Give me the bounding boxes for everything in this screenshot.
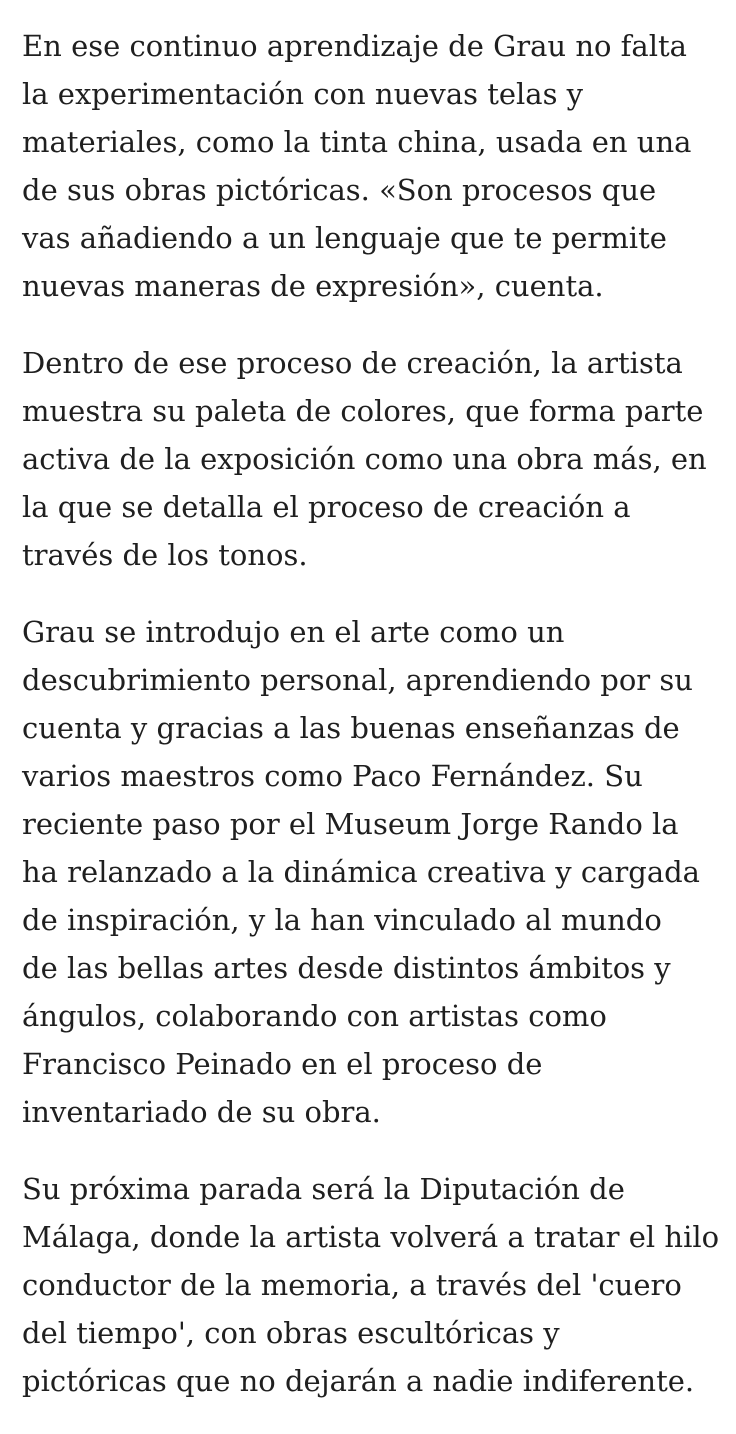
paragraph-line: la experimentación con nuevas telas y <box>22 77 584 111</box>
paragraph-line: de sus obras pictóricas. «Son procesos que <box>22 173 657 207</box>
paragraph-line: la que se detalla el proceso de creación a <box>22 490 631 524</box>
paragraph-line: ángulos, colaborando con artistas como <box>22 999 607 1033</box>
paragraph-3 <box>22 608 726 1136</box>
paragraph-line: muestra su paleta de colores, que forma parte <box>22 394 704 428</box>
paragraph-4 <box>22 1165 726 1405</box>
paragraph-line: En ese continuo aprendizaje de Grau no falta <box>22 29 687 63</box>
paragraph-line: Grau se introdujo en el arte como un <box>22 615 565 649</box>
paragraph-line: cuenta y gracias a las buenas enseñanzas de <box>22 711 680 745</box>
paragraph-1 <box>22 22 726 310</box>
paragraph-line: de las bellas artes desde distintos ámbitos y <box>22 951 671 985</box>
paragraph-line: Málaga, donde la artista volverá a tratar el hilo <box>22 1220 720 1254</box>
paragraph-line: inventariado de su obra. <box>22 1095 381 1129</box>
article-body <box>22 22 726 1434</box>
paragraph-line: varios maestros como Paco Fernández. Su <box>22 759 643 793</box>
paragraph-line: Dentro de ese proceso de creación, la artista <box>22 346 683 380</box>
paragraph-line: conductor de la memoria, a través del 'cuero <box>22 1268 682 1302</box>
paragraph-line: de inspiración, y la han vinculado al mundo <box>22 903 662 937</box>
paragraph-line: través de los tonos. <box>22 538 308 572</box>
paragraph-line: ha relanzado a la dinámica creativa y cargada <box>22 855 700 889</box>
paragraph-line: reciente paso por el Museum Jorge Rando la <box>22 807 679 841</box>
paragraph-line: Francisco Peinado en el proceso de <box>22 1047 543 1081</box>
paragraph-line: vas añadiendo a un lenguaje que te permite <box>22 221 667 255</box>
paragraph-line: nuevas maneras de expresión», cuenta. <box>22 269 604 303</box>
paragraph-line: pictóricas que no dejarán a nadie indiferente. <box>22 1364 695 1398</box>
paragraph-line: descubrimiento personal, aprendiendo por su <box>22 663 693 697</box>
paragraph-line: activa de la exposición como una obra más, en <box>22 442 707 476</box>
paragraph-line: del tiempo', con obras escultóricas y <box>22 1316 560 1350</box>
paragraph-line: materiales, como la tinta china, usada en una <box>22 125 692 159</box>
paragraph-2 <box>22 339 726 579</box>
paragraph-line: Su próxima parada será la Diputación de <box>22 1172 625 1206</box>
